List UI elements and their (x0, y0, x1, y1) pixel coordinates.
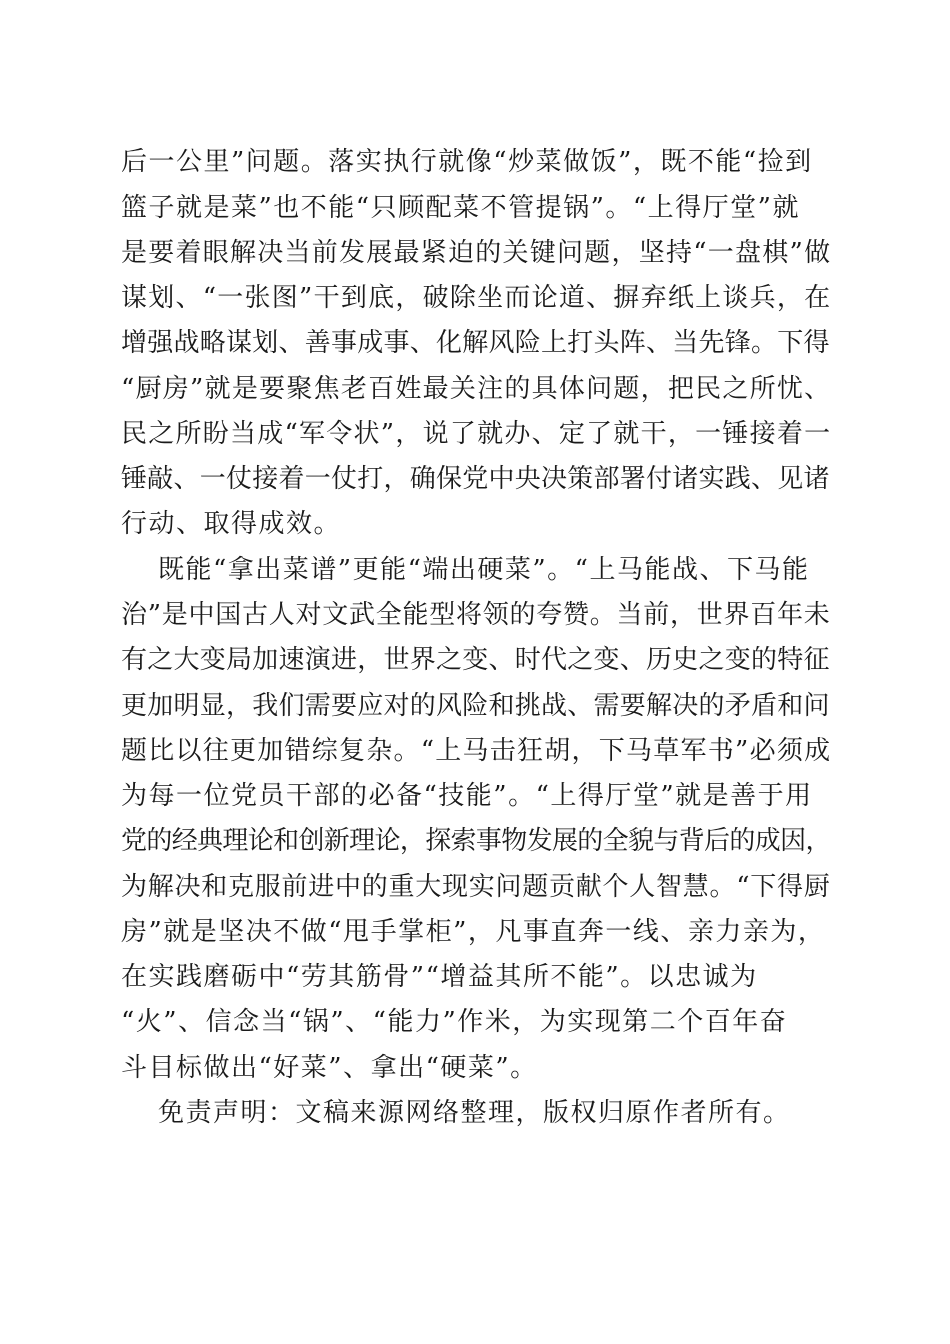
text-line-1: 后一公里”问题。落实执行就像“炒菜做饭”，既不能“捡到 (121, 147, 813, 177)
disclaimer-line: 免责声明：文稿来源网络整理，版权归原作者所有。 (158, 1098, 791, 1128)
text-line-5: 增强战略谋划、善事成事、化解风险上打头阵、当先锋。下得 (121, 328, 830, 358)
text-line-7: 民之所盼当成“军令状”，说了就办、定了就干，一锤接着一 (121, 419, 832, 449)
text-line-9: 行动、取得成效。 (121, 509, 342, 539)
text-line-18: 房”就是坚决不做“甩手掌柜”，凡事直奔一线、亲力亲为， (121, 917, 826, 947)
text-line-19: 在实践磨砺中“劳其筋骨”“增益其所不能”。以忠诚为 (121, 962, 758, 992)
text-line-4: 谋划、“一张图”干到底，破除坐而论道、摒弃纸上谈兵，在 (121, 283, 832, 313)
text-line-2: 篮子就是菜”也不能“只顾配菜不管提锅”。“上得厅堂”就 (121, 193, 800, 223)
text-line-13: 更加明显，我们需要应对的风险和挑战、需要解决的矛盾和问 (121, 691, 830, 721)
text-line-3: 是要着眼解决当前发展最紧迫的关键问题，坚持“一盘棋”做 (121, 238, 832, 268)
text-line-14: 题比以往更加错综复杂。“上马击狂胡，下马草军书”必须成 (121, 736, 832, 766)
text-line-20: “火”、信念当“锅”、“能力”作米，为实现第二个百年奋 (121, 1007, 788, 1037)
text-line-17: 为解决和克服前进中的重大现实问题贡献个人智慧。“下得厨 (121, 872, 831, 902)
text-line-15: 为每一位党员干部的必备“技能”。“上得厅堂”就是善于用 (121, 781, 813, 811)
text-line-21: 斗目标做出“好菜”、拿出“硬菜”。 (121, 1053, 538, 1083)
text-line-16: 党的经典理论和创新理论，探索事物发展的全貌与背后的成因， (121, 826, 831, 856)
text-line-6: “厨房”就是要聚焦老百姓最关注的具体问题，把民之所忧、 (121, 374, 832, 404)
text-line-8: 锤敲、一仗接着一仗打，确保党中央决策部署付诸实践、见诸 (121, 464, 830, 494)
text-line-12: 有之大变局加速演进，世界之变、时代之变、历史之变的特征 (121, 645, 830, 675)
paragraph-2-first-line: 既能“拿出菜谱”更能“端出硬菜”。“上马能战、下马能 (158, 555, 810, 585)
text-line-11: 治”是中国古人对文武全能型将领的夸赞。当前，世界百年未 (121, 600, 831, 630)
